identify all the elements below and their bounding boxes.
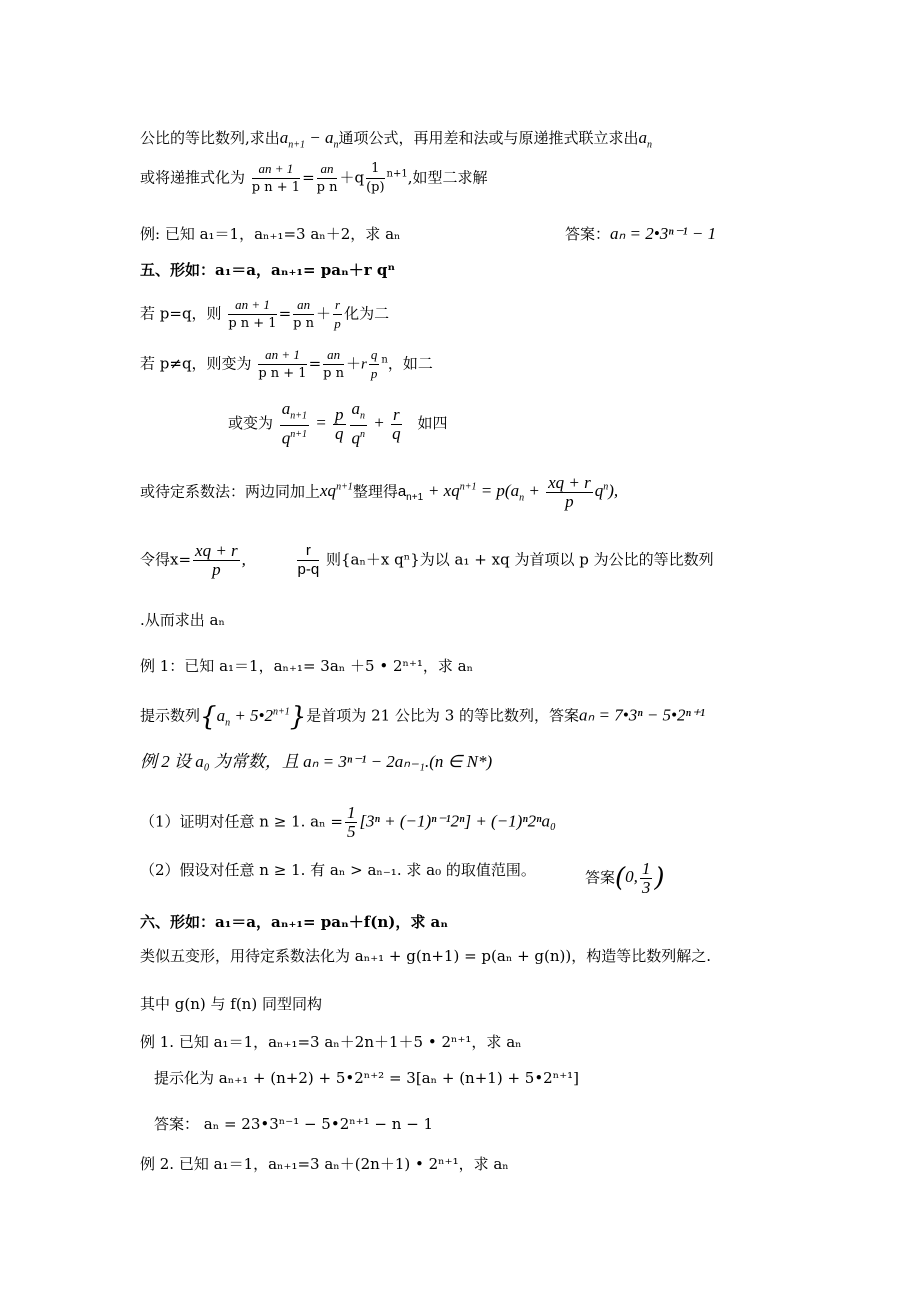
- then-line: .从而求出 aₙ: [140, 611, 225, 629]
- case3-line: 或变为 $\frac{a_{n+1}}{q^{n+1}}$ = $\frac{p}{q}$ $\frac{a_n}{q^n}$ + $\frac{r}{q}$ 如四: [228, 399, 448, 449]
- frac-2: $\frac{an}{\text{p n}}$: [316, 161, 338, 195]
- ans-label: 答案: [585, 868, 616, 887]
- case1-line: 若 p=q，则 $\frac{an + 1}{\text{p n + 1}}$ = $\frac{an}{\text{p n}}$ ＋ $\frac{r}{p}$ 化为二: [140, 297, 390, 331]
- intro-text-2: 或将递推式化为: [140, 168, 246, 187]
- example-line: [140, 224, 401, 244]
- formula-an: $a_n$: [638, 128, 653, 151]
- case1-tail: 化为二: [344, 304, 390, 323]
- ans-value: 0,: [625, 867, 638, 887]
- example-text: 例: 已知 a₁＝1，aₙ₊₁=3 aₙ＋2，求 aₙ: [140, 225, 401, 243]
- case3-frac-p: $\frac{p}{q}$: [335, 404, 344, 443]
- s6-example-2: 例 2. 已知 a₁＝1，aₙ₊₁=3 aₙ＋(2n＋1) • 2ⁿ⁺¹，求 aₙ: [140, 1155, 509, 1173]
- part1-text: （1）证明对任意 n ≥ 1. aₙ =: [140, 812, 343, 831]
- section6-heading: 六、形如：a₁＝a，aₙ₊₁= paₙ＋f(n)，求 aₙ: [140, 913, 449, 931]
- intro-text: 公比的等比数列,求出: [140, 129, 280, 147]
- frac-3: $\frac{1}{(p)}$: [366, 161, 385, 195]
- s5-example-2-part2: （2）假设对任意 n ≥ 1. 有 aₙ > aₙ₋₁. 求 a₀ 的取值范围。: [140, 861, 536, 879]
- case1-frac-2: $\frac{an}{\text{p n}}$: [293, 297, 314, 331]
- answer-label: 答案：: [565, 225, 611, 243]
- s5-example-2-answer: 答案(0, $\frac{1}{3}$ ): [585, 859, 665, 897]
- let-text: 令得x=: [140, 550, 192, 569]
- example-answer: [565, 224, 716, 244]
- hint-line: 提示数列{$a_n$ + $5•2^{n+1}$}是首项为 21 公比为 3 的等比数列，答案aₙ = 7•3ⁿ − 5•2ⁿ⁺¹: [140, 701, 705, 732]
- case3-frac-r: $\frac{r}{q}$: [392, 404, 401, 443]
- case3-tail: 如四: [417, 413, 448, 432]
- case2-frac-2: $\frac{an}{\text{p n}}$: [323, 347, 344, 381]
- case2-line: 若 p≠q，则变为 $\frac{an + 1}{\text{p n + 1}}$ = $\frac{an}{\text{p n}}$ ＋r $\frac{q}{p}$ $^n$，如二: [140, 347, 433, 381]
- s6-example-1-answer: 答案： aₙ = 23•3ⁿ⁻¹ − 5•2ⁿ⁺¹ − n − 1: [154, 1115, 434, 1133]
- let-frac: $\frac{r}{p-q}$: [297, 542, 320, 578]
- case1-frac-1: $\frac{an + 1}{\text{p n + 1}}$: [228, 297, 277, 331]
- formula-diff: $a_{n+1} - a_n$: [279, 128, 339, 151]
- s5-example-1: 例 1：已知 a₁＝1，aₙ₊₁= 3aₙ ＋5 • 2ⁿ⁺¹，求 aₙ: [140, 657, 474, 675]
- method-text: 或待定系数法：两边同加上: [140, 482, 321, 501]
- let-tail: 则{aₙ＋x qⁿ}为以 a₁ + xq 为首项以 p 为公比的等比数列: [325, 550, 714, 569]
- method-line: 或待定系数法：两边同加上$xq^{n+1}$整理得$a_{n+1} + xq^{n+1} = p(a_n$ + $\frac{xq + r}{p}$ $q^n$),: [140, 473, 619, 511]
- case3-frac-a: $\frac{a_{n+1}}{q^{n+1}}$: [281, 399, 308, 449]
- hint-text: 提示数列: [140, 706, 201, 725]
- hint-mid: 是首项为 21 公比为 3 的等比数列，答案: [306, 706, 580, 725]
- case1-text: 若 p=q，则: [140, 304, 222, 323]
- let-line: 令得x= $\frac{xq + r}{p}$ , $\frac{r}{p-q}$ 则{aₙ＋x qⁿ}为以 a₁ + xq 为首项以 p 为公比的等比数列: [140, 541, 714, 580]
- intro-line-2: 或将递推式化为 $\frac{an + 1}{\text{p n + 1}}$ = $\frac{an}{\text{p n}}$ ＋q $\frac{1}{(p)}$ $^{n+1}$,如型二求解: [140, 161, 488, 195]
- section6-desc: 类似五变形，用待定系数法化为 aₙ₊₁ + g(n+1) = p(aₙ + g(n))，构造等比数列解之.: [140, 947, 711, 965]
- intro-tail: ,如型二求解: [407, 168, 488, 187]
- s5-example-2: 例 2 设 a₀ 为常数，且 aₙ = 3ⁿ⁻¹ − 2aₙ₋₁.(n ∈ N*): [140, 752, 493, 771]
- case3-frac-b: $\frac{a_n}{q^n}$: [351, 399, 366, 449]
- s6-example-1: 例 1. 已知 a₁＝1，aₙ₊₁=3 aₙ＋2n＋1＋5 • 2ⁿ⁺¹，求 aₙ: [140, 1033, 522, 1051]
- case2-frac-3: $\frac{q}{p}$: [370, 347, 378, 381]
- case1-frac-3: $\frac{r}{p}$: [334, 297, 341, 331]
- s5-example-2-part1: （1）证明对任意 n ≥ 1. aₙ = $\frac{1}{5}$ [3ⁿ + (−1)ⁿ⁻¹2ⁿ] + (−1)ⁿ2ⁿa₀: [140, 803, 556, 841]
- hint-answer: aₙ = 7•3ⁿ − 5•2ⁿ⁺¹: [579, 705, 705, 725]
- case3-text: 或变为: [228, 413, 274, 432]
- section6-desc2: 其中 g(n) 与 f(n) 同型同构: [140, 995, 322, 1013]
- s6-example-1-hint: 提示化为 aₙ₊₁ + (n+2) + 5•2ⁿ⁺² = 3[aₙ + (n+1) + 5•2ⁿ⁺¹]: [154, 1069, 579, 1087]
- section5-heading: 五、形如：a₁＝a，aₙ₊₁= paₙ＋r qⁿ: [140, 261, 396, 279]
- answer-formula: aₙ = 2•3ⁿ⁻¹ − 1: [610, 224, 717, 243]
- intro-line-1: [140, 128, 652, 155]
- part1-formula: [3ⁿ + (−1)ⁿ⁻¹2ⁿ] + (−1)ⁿ2ⁿa₀: [359, 811, 556, 831]
- case2-tail: ，如二: [387, 354, 433, 373]
- intro-text-mid: 通项公式，再用差和法或与原递推式联立求出: [338, 129, 639, 147]
- case2-text: 若 p≠q，则变为: [140, 354, 252, 373]
- frac-1: $\frac{an + 1}{\text{p n + 1}}$: [251, 161, 301, 195]
- method-mid: 整理得: [352, 482, 398, 501]
- case2-frac-1: $\frac{an + 1}{\text{p n + 1}}$: [258, 347, 307, 381]
